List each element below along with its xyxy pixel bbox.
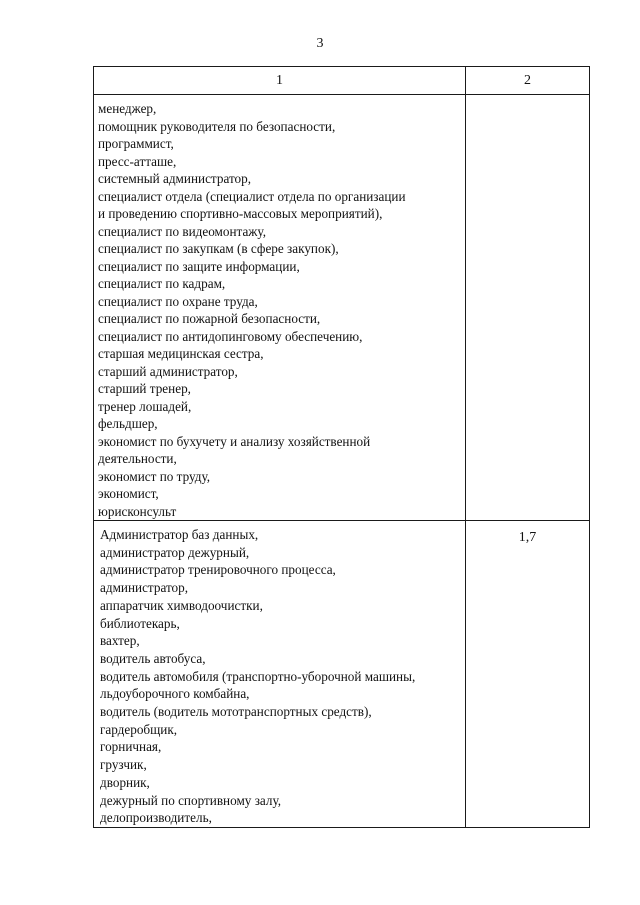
list-item: фельдшер, xyxy=(98,416,158,431)
list-item: экономист по бухучету и анализу хозяйственной xyxy=(98,433,371,449)
coefficient-value: 1,7 xyxy=(518,530,537,545)
list-item: библиотекарь, xyxy=(100,615,180,631)
list-item: вахтер, xyxy=(100,633,140,649)
list-item: Администратор баз данных, xyxy=(100,527,259,542)
list-item: специалист по пожарной безопасности, xyxy=(98,311,321,326)
list-item: экономист, xyxy=(98,486,159,501)
positions-list xyxy=(94,521,465,827)
list-item: деятельности, xyxy=(98,451,177,466)
list-item: водитель автомобиля (транспортно-уборочной машины, xyxy=(100,668,416,684)
list-item: дворник, xyxy=(100,774,150,790)
positions-list xyxy=(94,95,465,520)
list-item: водитель автобуса, xyxy=(100,650,206,666)
coefficient-cell xyxy=(466,521,590,828)
list-item: администратор дежурный, xyxy=(100,544,250,560)
column-header-2: 2 xyxy=(466,67,590,95)
list-item: администратор тренировочного процесса, xyxy=(100,562,336,578)
list-item: и проведению спортивно-массовых мероприятий), xyxy=(98,206,383,221)
list-item: грузчик, xyxy=(100,757,147,773)
coefficient-cell xyxy=(466,95,590,521)
list-item: тренер лошадей, xyxy=(98,398,192,414)
list-item: специалист по антидопинговому обеспечению, xyxy=(98,328,363,344)
list-item: помощник руководителя по безопасности, xyxy=(98,118,336,134)
positions-table xyxy=(93,66,590,828)
list-item: старшая медицинская сестра, xyxy=(98,346,264,361)
page-number: 3 xyxy=(316,36,324,51)
list-item: водитель (водитель мототранспортных средств), xyxy=(100,704,372,720)
column-header-1: 1 xyxy=(94,67,466,95)
table-header-row xyxy=(94,67,590,95)
list-item: специалист по защите информации, xyxy=(98,258,300,274)
list-item: экономист по труду, xyxy=(98,468,211,484)
table-row xyxy=(94,95,590,521)
positions-cell xyxy=(94,95,466,521)
positions-cell xyxy=(94,521,466,828)
list-item: специалист по видеомонтажу, xyxy=(98,223,266,239)
list-item: льдоуборочного комбайна, xyxy=(100,686,250,702)
table-row xyxy=(94,521,590,828)
list-item: специалист по закупкам (в сфере закупок), xyxy=(98,241,339,256)
list-item: администратор, xyxy=(100,580,189,596)
coefficient-value xyxy=(466,95,589,104)
list-item: аппаратчик химводоочистки, xyxy=(100,597,263,613)
list-item: юрисконсульт xyxy=(98,503,177,519)
list-item: специалист по кадрам, xyxy=(98,276,226,291)
list-item: пресс-атташе, xyxy=(98,153,177,169)
list-item: делопроизводитель, xyxy=(100,810,212,826)
list-item: менеджер, xyxy=(98,101,157,116)
list-item: программист, xyxy=(98,136,174,151)
list-item: системный администратор, xyxy=(98,171,252,186)
list-item: специалист по охране труда, xyxy=(98,293,258,309)
list-item: горничная, xyxy=(100,739,162,755)
list-item: старший тренер, xyxy=(98,381,191,396)
list-item: дежурный по спортивному залу, xyxy=(100,792,282,808)
list-item: специалист отдела (специалист отдела по организации xyxy=(98,188,406,204)
list-item: старший администратор, xyxy=(98,363,238,379)
list-item: гардеробщик, xyxy=(100,721,178,737)
